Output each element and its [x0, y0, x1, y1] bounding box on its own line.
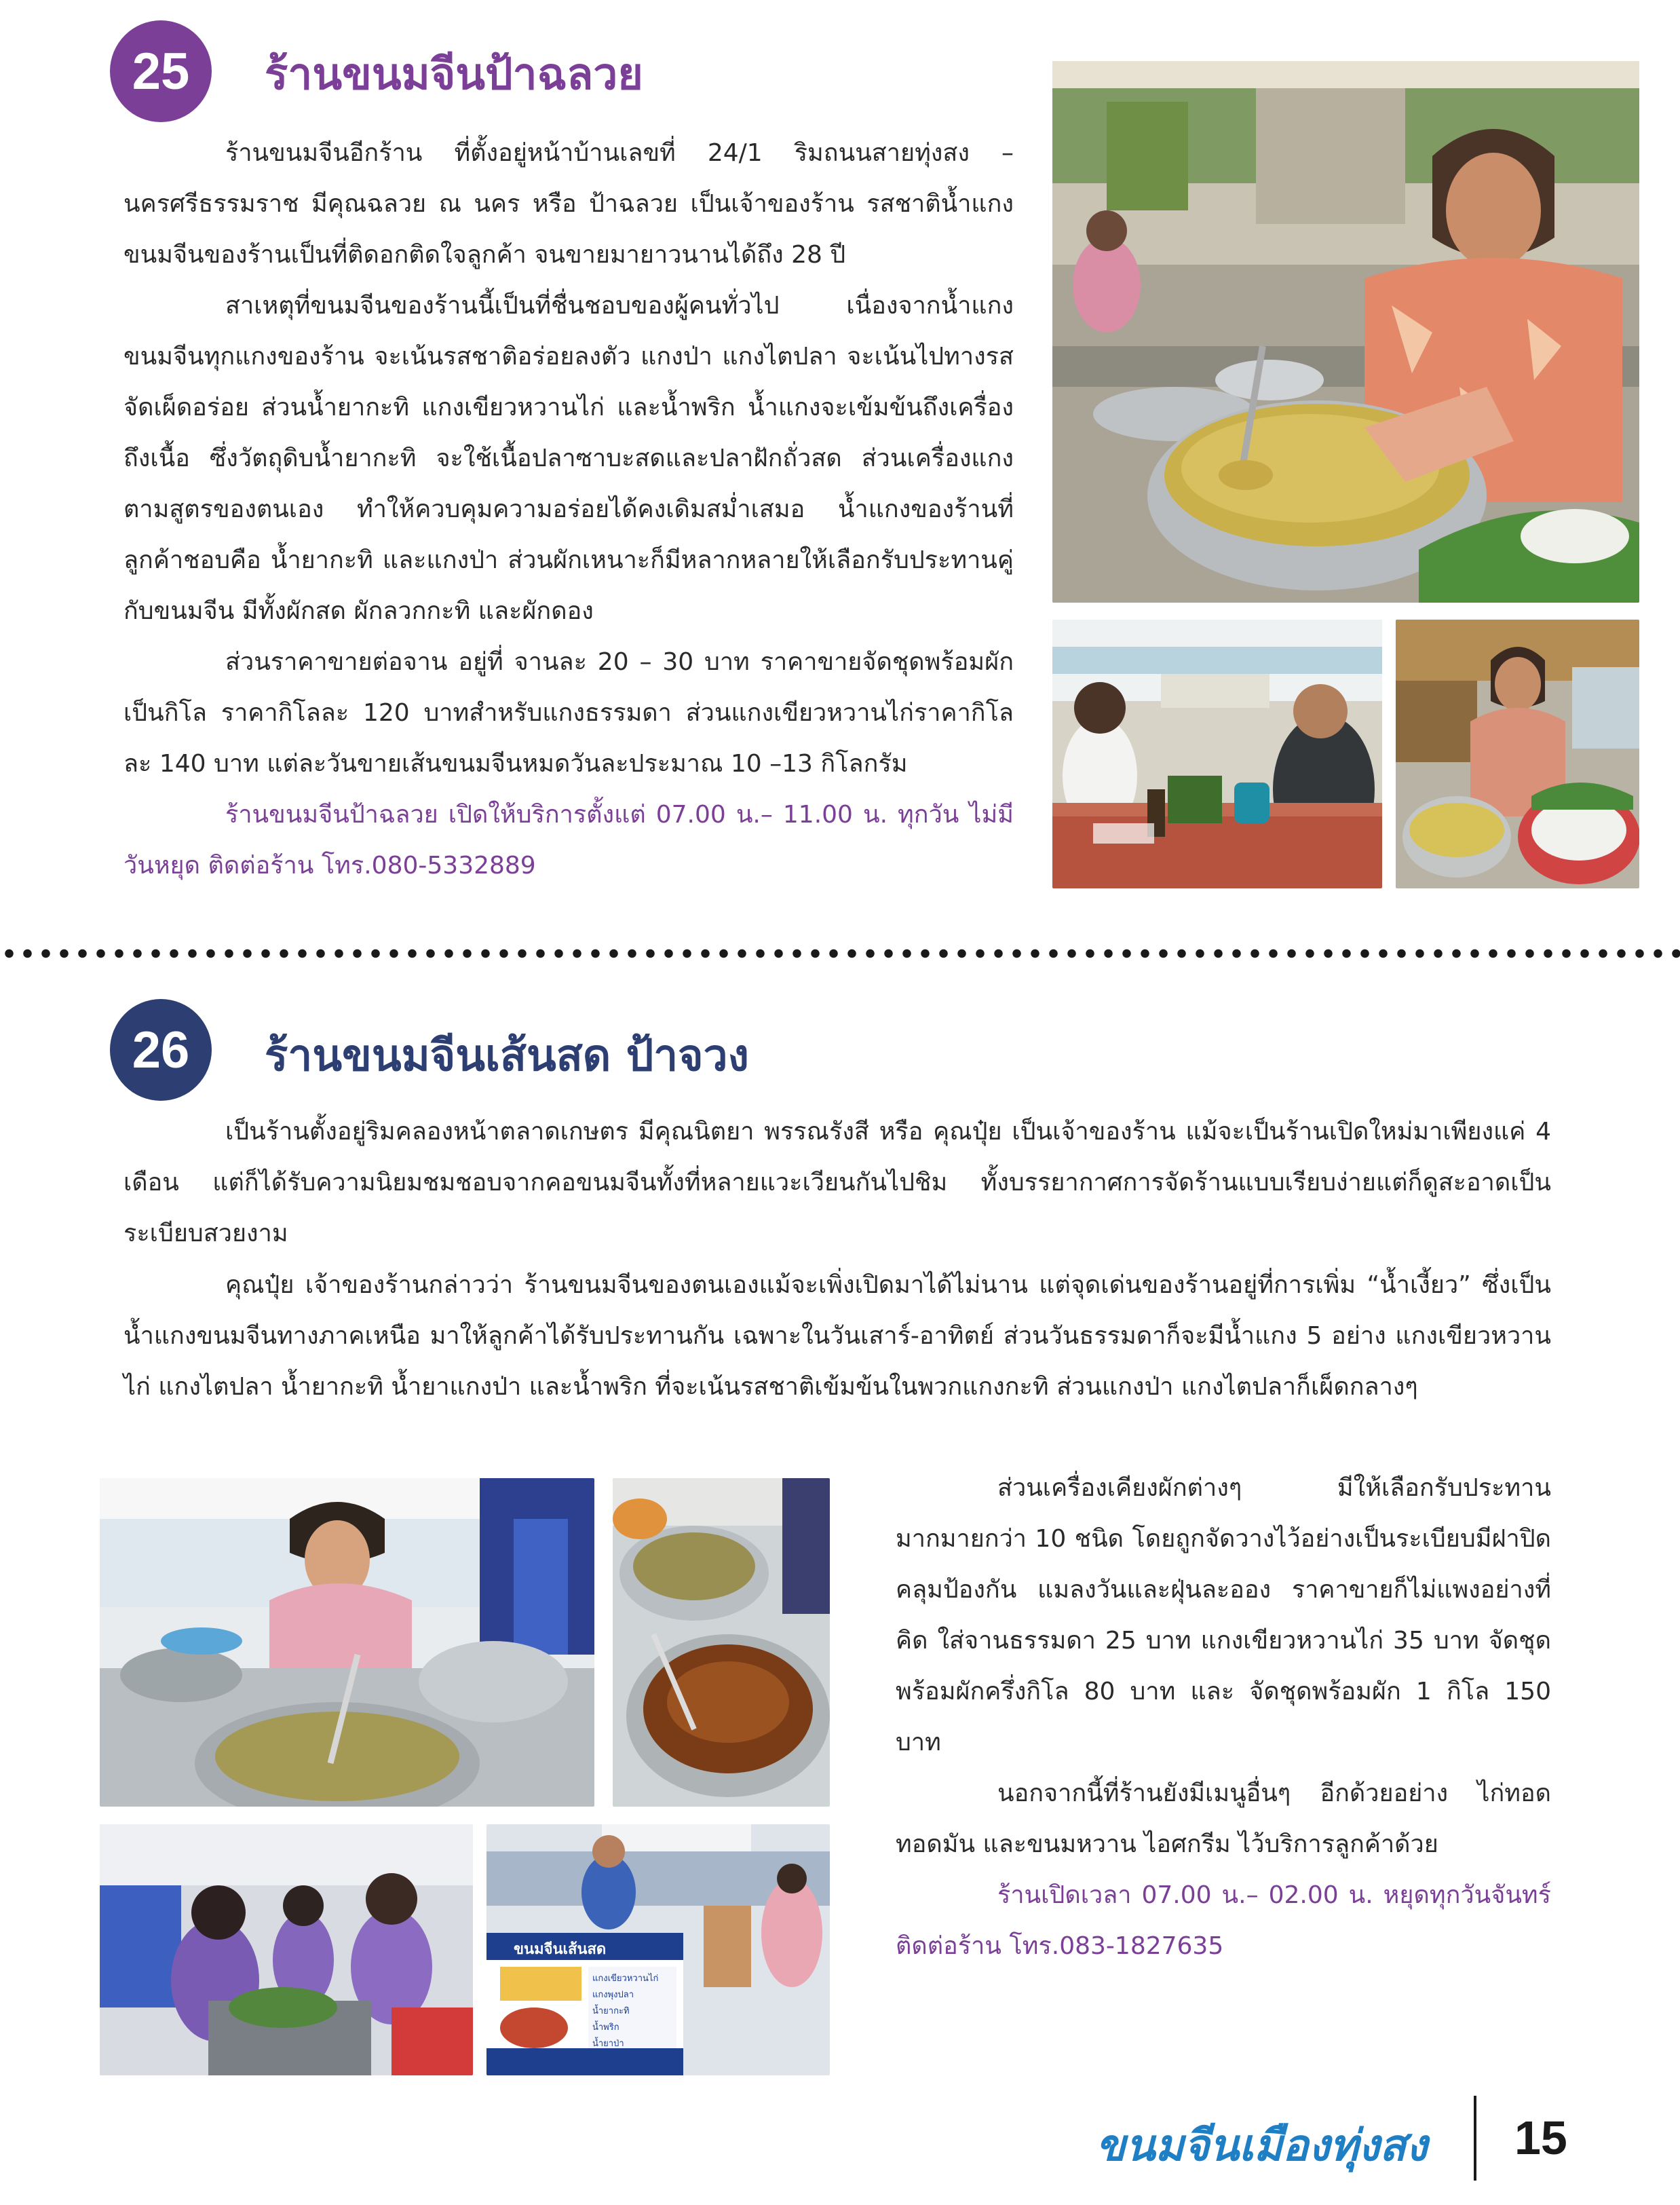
photo-vendor-serving-curry [1052, 61, 1639, 603]
body-paragraph: สาเหตุที่ขนมจีนของร้านนี้เป็นที่ชื่นชอบของผู้คนทั่วไป เนื่องจากน้ำแกงขนมจีนทุกแกงของร้าน จะเน้นรสชาติอร่อยลงตัว แกงป่า แกงไตปลา จะเน้นไปทางรสจัดเผ็ดอร่อย ส่วนน้ำยากะทิ แกงเขียวหวานไก่ และน้ำพริก น้ำแกงจะเข้มข้นถึงเครื่องถึงเนื้อ ซึ่งวัตถุดิบน้ำยากะทิ จะใช้เนื้อปลาซาบะสดและปลาฝักถั่วสด ส่วนเครื่องแกงตามสูตรของตนเอง ทำให้ควบคุมความอร่อยได้คงเดิมสม่ำเสมอ น้ำแกงของร้านที่ลูกค้าชอบคือ น้ำยากะทิ และแกงป่า ส่วนผักเหนาะก็มีหลากหลายให้เลือกรับประทานคู่กับขนมจีน มีทั้งผักสด ผักลวกกะทิ และผักดอง [123, 292, 1014, 625]
section-divider [0, 949, 1680, 958]
body-paragraph: นอกจากนี้ที่ร้านยังมีเมนูอื่นๆ อีกด้วยอย่าง ไก่ทอด ทอดมัน และขนมหวาน ไอศกรีม ไว้บริการลูกค้าด้วย [896, 1779, 1551, 1858]
photo-vendor-at-stall-image [1396, 620, 1639, 888]
body-paragraph: คุณปุ๋ย เจ้าของร้านกล่าวว่า ร้านขนมจีนของตนเองแม้จะเพิ่งเปิดมาได้ไม่นาน แต่จุดเด่นของร้านอยู่ที่การเพิ่ม “น้ำเงี้ยว” ซึ่งเป็นน้ำแกงขนมจีนทางภาคเหนือ มาให้ลูกค้าได้รับประทานกัน เฉพาะในวันเสาร์-อาทิตย์ ส่วนวันธรรมดาก็จะมีน้ำแกง 5 อย่าง แกงเขียวหวานไก่ แกงไตปลา น้ำยากะทิ น้ำยาแกงป่า และน้ำพริก ที่จะเน้นรสชาติเข้มข้นในพวกแกงกะทิ ส่วนแกงป่า แกงไตปลาก็เผ็ดกลางๆ [123, 1271, 1551, 1401]
body-paragraph: ส่วนเครื่องเคียงผักต่างๆ มีให้เลือกรับประทานมากมายกว่า 10 ชนิด โดยถูกจัดวางไว้อย่างเป็นระเบียบมีฝาปิดคลุมป้องกัน แมลงวันและฝุ่นละออง ราคาขายก็ไม่แพงอย่างที่คิด ใส่จานธรรมดา 25 บาท แกงเขียวหวานไก่ 35 บาท จัดชุดพร้อมผักครึ่งกิโล 80 บาท และ จัดชุดพร้อมผัก 1 กิโล 150 บาท [896, 1474, 1551, 1756]
shop-sign-menu-item: น้ำพริก [592, 2022, 619, 2033]
photo-vendor-at-stall [1396, 620, 1639, 888]
section-title: ร้านขนมจีนเส้นสด ป้าจวง [265, 1031, 749, 1081]
photo-shop-front-sign [486, 1824, 830, 2075]
body-paragraph: ร้านขนมจีนอีกร้าน ที่ตั้งอยู่หน้าบ้านเลขที่ 24/1 ริมถนนสายทุ่งสง – นครศรีธรรมราช มีคุณฉลวย ณ นคร หรือ ป้าฉลวย เป็นเจ้าของร้าน รสชาติน้ำแกงขนมจีนของร้านเป็นที่ติดอกติดใจลูกค้า จนขายมายาวนานได้ถึง 28 ปี [123, 139, 1014, 269]
photo-curry-pots [613, 1478, 830, 1807]
body-paragraph: ส่วนราคาขายต่อจาน อยู่ที่ จานละ 20 – 30 บาท ราคาขายจัดชุดพร้อมผักเป็นกิโล ราคากิโลละ 120 บาทสำหรับแกงธรรมดา ส่วนแกงเขียวหวานไก่ราคากิโลละ 140 บาท แต่ละวันขายเส้นขนมจีนหมดวันละประมาณ 10 –13 กิโลกรัม [123, 648, 1014, 778]
photo-curry-pots-image [613, 1478, 830, 1807]
shop-sign-text: ขนมจีนเส้นสด [514, 1941, 607, 1958]
shop-sign-menu-item: น้ำยากะทิ [592, 2006, 630, 2016]
magazine-title: ขนมจีนเมืองทุ่งสง [1096, 2120, 1428, 2171]
photo-owner-ladling-curry [100, 1478, 594, 1807]
shop-sign-menu [592, 1971, 681, 2052]
section-title: ร้านขนมจีนป้าฉลวย [265, 50, 643, 100]
shop-sign-menu-item: แกงพุงปลา [592, 1990, 634, 2000]
photo-diners-eating [100, 1824, 473, 2075]
photo-customers-at-table-image [1052, 620, 1382, 888]
body-paragraph: เป็นร้านตั้งอยู่ริมคลองหน้าตลาดเกษตร มีคุณนิตยา พรรณรังสี หรือ คุณปุ๋ย เป็นเจ้าของร้าน แม้จะเป็นร้านเปิดใหม่มาเพียงแค่ 4 เดือน แต่ก็ได้รับความนิยมชมชอบจากคอขนมจีนทั้งที่หลายแวะเวียนกันไปชิม ทั้งบรรยากาศการจัดร้านแบบเรียบง่ายแต่ก็ดูสะอาดเป็นระเบียบสวยงาม [123, 1118, 1551, 1247]
section-number: 25 [132, 42, 190, 100]
shop-sign-menu-item: น้ำยาป่า [592, 2039, 624, 2049]
shop-sign-menu-item: แกงเขียวหวานไก่ [592, 1974, 659, 1984]
photo-vendor-serving-curry-image [1052, 61, 1639, 603]
section-number: 26 [132, 1021, 190, 1079]
page-number: 15 [1514, 2111, 1567, 2164]
section-number-badge [110, 999, 212, 1101]
photo-owner-ladling-curry-image [100, 1478, 594, 1807]
contact-info: ร้านขนมจีนป้าฉลวย เปิดให้บริการตั้งแต่ 07.00 น.– 11.00 น. ทุกวัน ไม่มีวันหยุด ติดต่อร้าน โทร.080-5332889 [123, 801, 1014, 880]
footer-divider [1474, 2096, 1476, 2181]
contact-info: ร้านเปิดเวลา 07.00 น.– 02.00 น. หยุดทุกวันจันทร์ ติดต่อร้าน โทร.083-1827635 [896, 1881, 1551, 1960]
section-number-badge [110, 20, 212, 122]
photo-customers-at-table [1052, 620, 1382, 888]
photo-diners-eating-image [100, 1824, 473, 2075]
